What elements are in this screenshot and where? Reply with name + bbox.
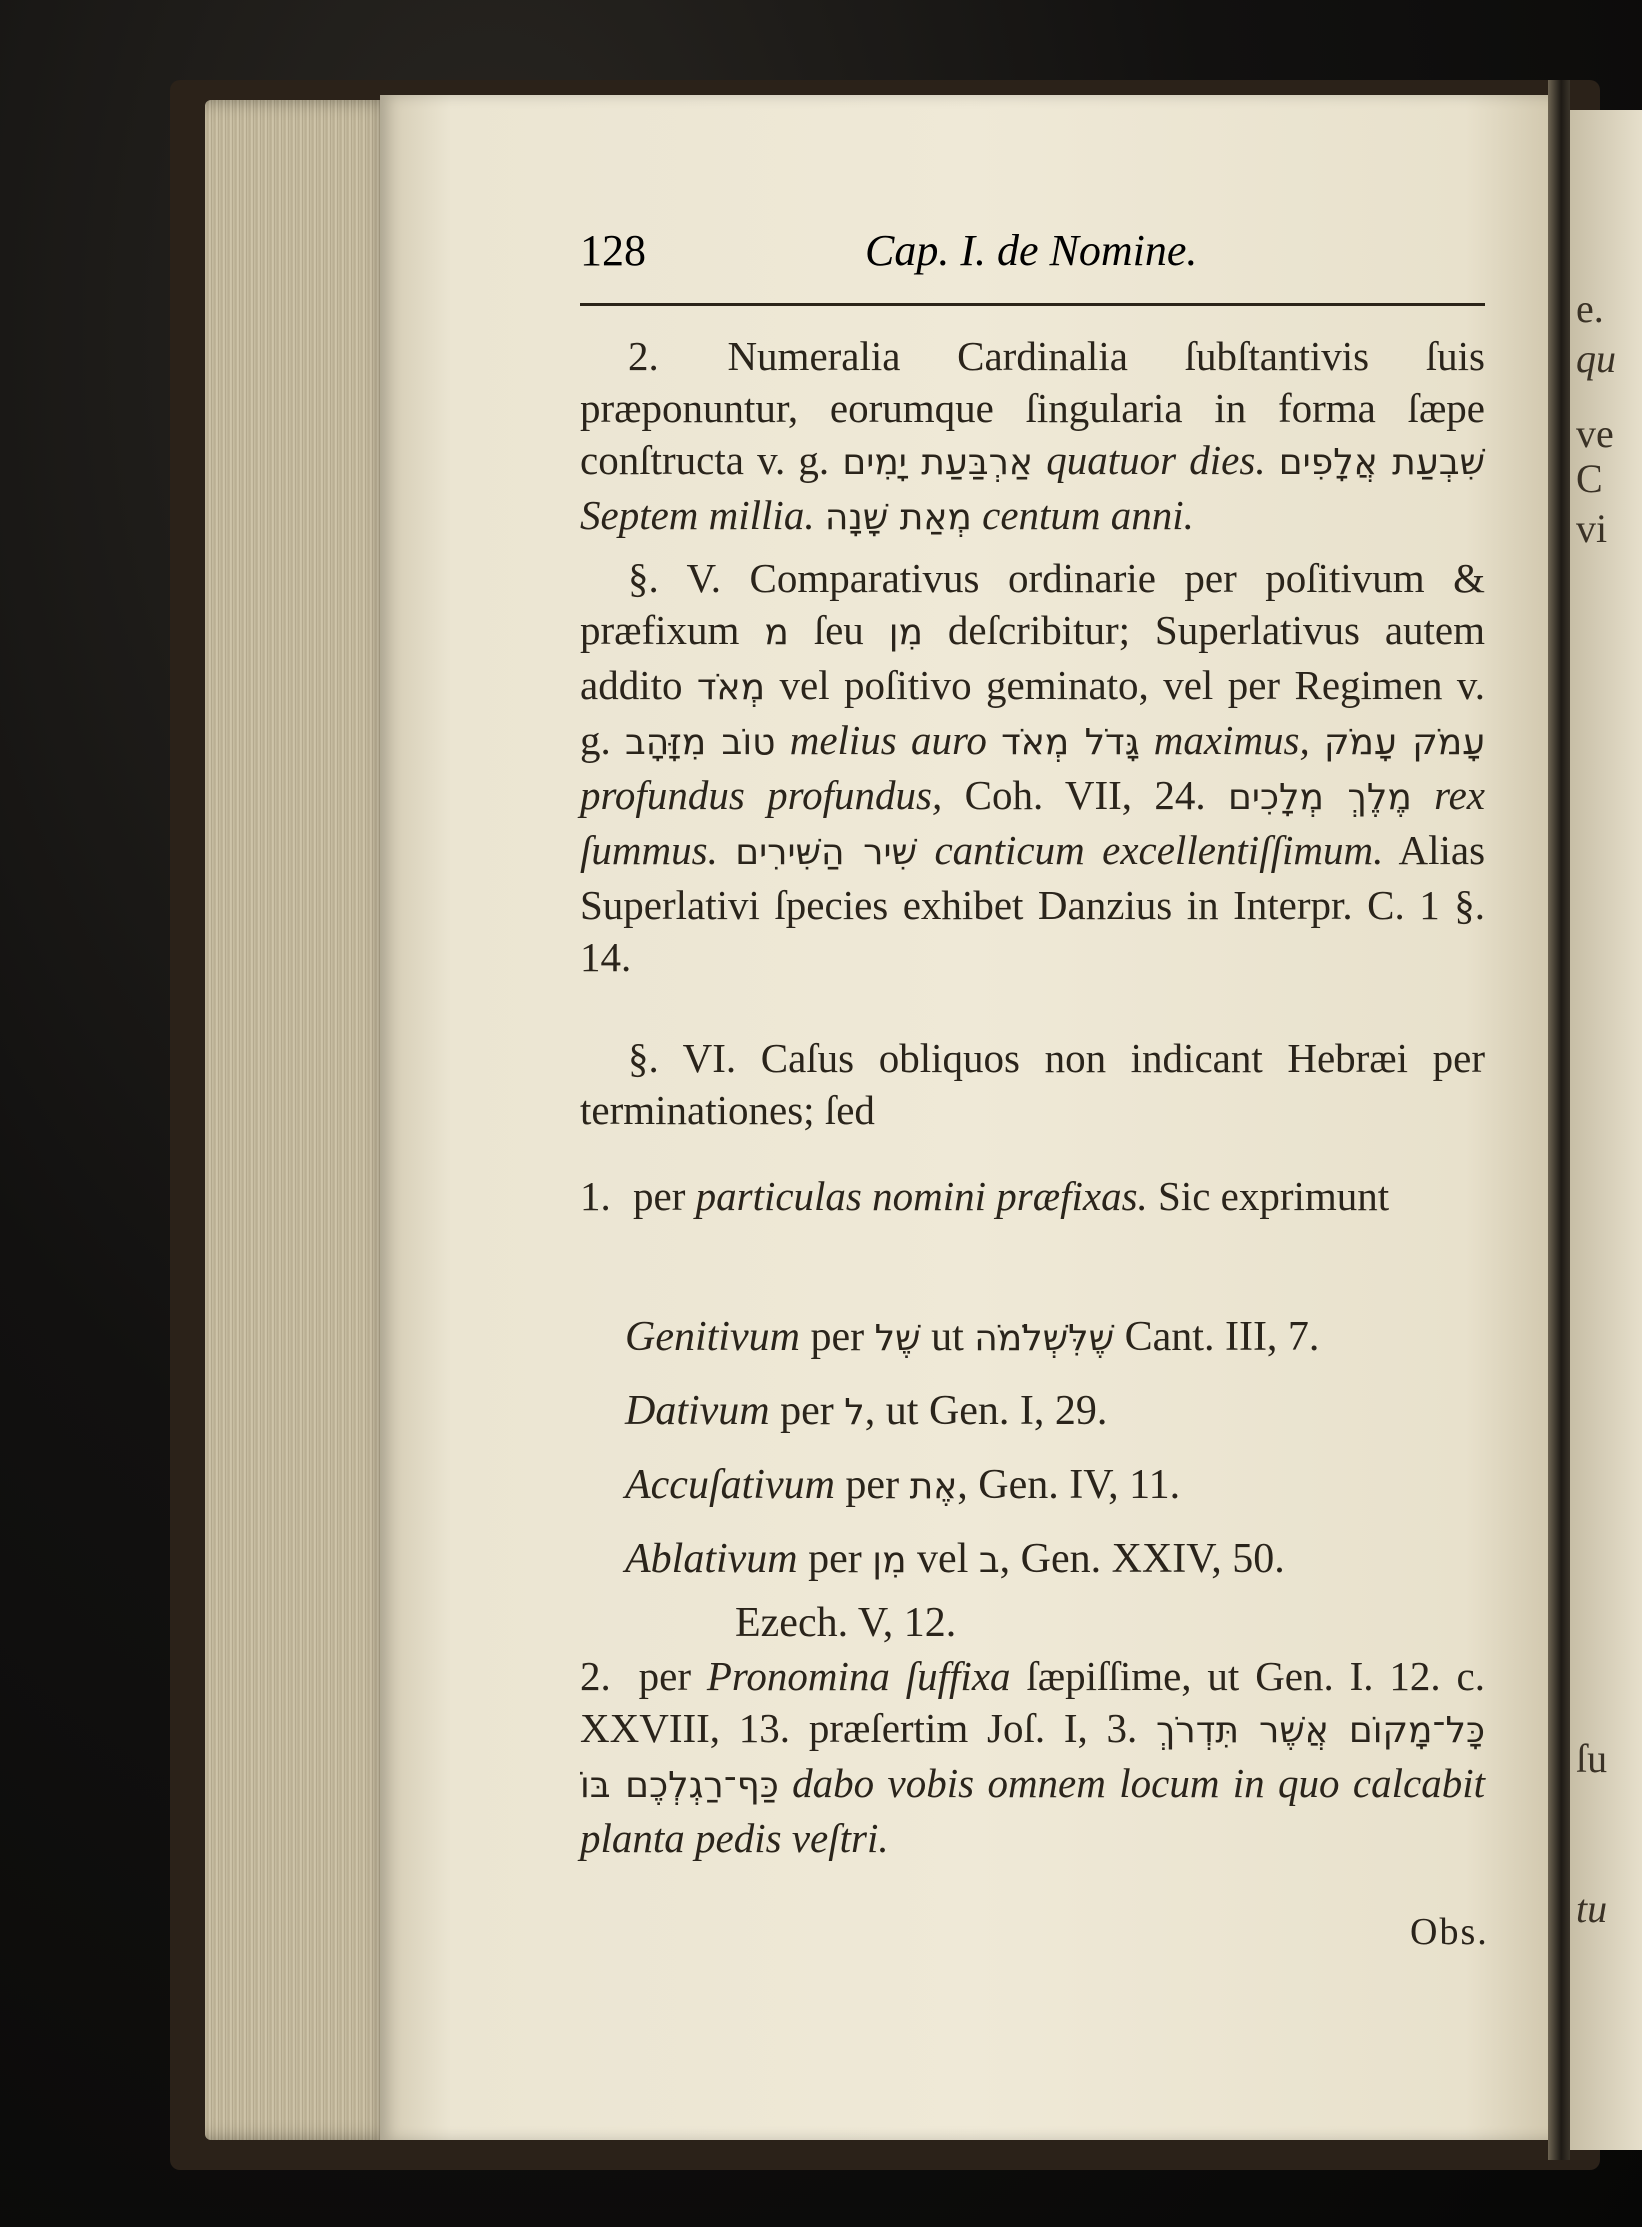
hebrew-text: שִׁבְעַת אֲלָפִים: [1278, 442, 1486, 483]
hebrew-text: ל: [844, 1392, 865, 1433]
latin-gloss: centum anni.: [982, 492, 1194, 538]
hebrew-text: עָמֹק עָמֹק: [1323, 722, 1486, 763]
reference: Cant. III, 7.: [1124, 1314, 1320, 1360]
header-rule: [580, 303, 1485, 306]
paragraph-text: Caſus obliquos non indicant Hebræi per terminationes; ſed: [580, 1035, 1485, 1133]
paragraph-text: deſcribitur; Superlativus autem addito: [580, 607, 1485, 708]
paragraph-text: Comparativus ordinarie per poſitivum & præfixum: [580, 555, 1485, 653]
facing-fragment: vi: [1576, 506, 1608, 551]
latin-gloss: Septem millia.: [580, 492, 815, 538]
list-emphasis: Pronomina ſuffixa: [706, 1653, 1011, 1699]
facing-fragment: e.: [1576, 286, 1604, 331]
facing-fragment: qu: [1576, 336, 1616, 381]
reference: Gen. I, 29.: [928, 1388, 1108, 1434]
case-per: per: [808, 1536, 862, 1582]
case-row-dativum: [625, 1374, 1525, 1448]
hebrew-text: אֶת: [909, 1466, 958, 1507]
case-ut: ,: [957, 1462, 968, 1508]
running-title: Cap. I. de Nomine.: [865, 226, 1198, 275]
case-row-continuation: [625, 1586, 1525, 1660]
facing-fragment: ve: [1576, 411, 1614, 456]
latin-gloss: dabo vobis omnem locum in quo calcabit planta pedis veſtri.: [580, 1760, 1485, 1861]
case-name: Accuſativum: [625, 1462, 835, 1508]
latin-gloss: maximus,: [1153, 717, 1310, 763]
facing-fragment: C: [1576, 456, 1603, 501]
catchword: Obs.: [1410, 1911, 1489, 1953]
hebrew-text: מְאַת שָׁנָה: [824, 497, 972, 538]
paragraph-numeralia: [580, 330, 1485, 544]
latin-gloss: quatuor dies.: [1046, 437, 1266, 483]
hebrew-text: מְאֹד: [696, 667, 766, 708]
paragraph-text: Alias Superlativi ſpecies exhibet Danzius in Interpr. C. 1 §. 14.: [580, 827, 1486, 980]
case-ut: ut: [931, 1314, 964, 1360]
reference: Coh. VII, 24.: [964, 772, 1206, 818]
case-per: per: [845, 1462, 900, 1508]
list-text: Sic exprimunt: [1158, 1173, 1390, 1219]
hebrew-text: שֶׁל: [874, 1318, 921, 1359]
page-number: 128: [580, 226, 646, 275]
hebrew-text: מֶלֶךְ מְלָכִים: [1228, 777, 1412, 818]
facing-page-fragment: [1570, 110, 1642, 2150]
section-mark: §. V.: [628, 555, 722, 601]
case-name: Dativum: [625, 1388, 770, 1434]
paragraph-casus: [580, 1032, 1485, 1136]
latin-gloss: canticum excellentiſſimum.: [934, 827, 1384, 873]
hebrew-text: אַרְבַּעַת יָמִים: [842, 442, 1033, 483]
list-number: 2.: [580, 1653, 611, 1699]
facing-fragment: tu: [1576, 1886, 1608, 1931]
case-per: per: [780, 1388, 834, 1434]
reference: Ezech. V, 12.: [735, 1600, 957, 1646]
latin-gloss: profundus profundus,: [580, 772, 943, 818]
hebrew-text: ב: [978, 1540, 1000, 1581]
book-gutter: [1548, 80, 1570, 2160]
page-header: [580, 225, 1485, 285]
list-item-pronomina: [580, 1650, 1485, 1864]
hebrew-text: מִן: [888, 612, 923, 653]
reference: , Gen. XXIV, 50.: [999, 1536, 1285, 1582]
page-edges: [205, 100, 395, 2140]
hebrew-text: גָּדֹל מְאֹד: [1001, 722, 1140, 763]
paragraph-text: Numeralia Cardinalia ſubſtantivis ſuis præponuntur, eorumque ſingularia in forma ſæpe conſtructa v. g.: [580, 333, 1485, 483]
list-emphasis: particulas nomini præfixas.: [695, 1173, 1148, 1219]
case-ut: , ut: [864, 1388, 919, 1434]
case-per: per: [810, 1314, 865, 1360]
paragraph-comparativus: [580, 552, 1485, 983]
case-ut: vel: [917, 1536, 969, 1582]
case-row-genitivum: [625, 1300, 1525, 1374]
hebrew-text: מ: [764, 612, 789, 653]
latin-gloss: melius auro: [789, 717, 987, 763]
list-text: per: [633, 1173, 686, 1219]
section-mark: §. VI.: [628, 1035, 737, 1081]
list-item-particulas: [580, 1170, 1485, 1222]
list-number: 1.: [580, 1173, 611, 1219]
hebrew-text: טוֹב מִזָּהָב: [624, 722, 776, 763]
paragraph-text: ſeu: [813, 607, 864, 653]
hebrew-text: שִׁיר הַשִּׁירִים: [735, 832, 918, 873]
latin-gloss: rex ſummus.: [580, 772, 1485, 873]
case-name: Genitivum: [625, 1314, 800, 1360]
reference: Gen. IV, 11.: [978, 1462, 1181, 1508]
list-text: ſæpiſſime, ut Gen. I. 12. c. XXVIII, 13. præſertim Joſ. I, 3.: [580, 1653, 1486, 1751]
hebrew-text: מִן: [872, 1540, 907, 1581]
case-row-ablativum: [625, 1522, 1525, 1596]
case-list: [625, 1300, 1525, 1660]
facing-fragment: ſu: [1576, 1736, 1608, 1781]
hebrew-text: שֶׁלִּשְׁלֹמֹה: [974, 1318, 1115, 1359]
case-name: Ablativum: [625, 1536, 798, 1582]
case-row-accusativum: [625, 1448, 1525, 1522]
paragraph-text: vel poſitivo geminato, vel per Regimen v. g.: [580, 662, 1486, 763]
hebrew-text: כָּל־מָקוֹם אֲשֶׁר תִּדְרֹךְ כַּף־רַגְלְכֶם בּוֹ: [580, 1710, 1485, 1806]
list-text: per: [638, 1653, 691, 1699]
paragraph-number: 2.: [628, 333, 659, 379]
